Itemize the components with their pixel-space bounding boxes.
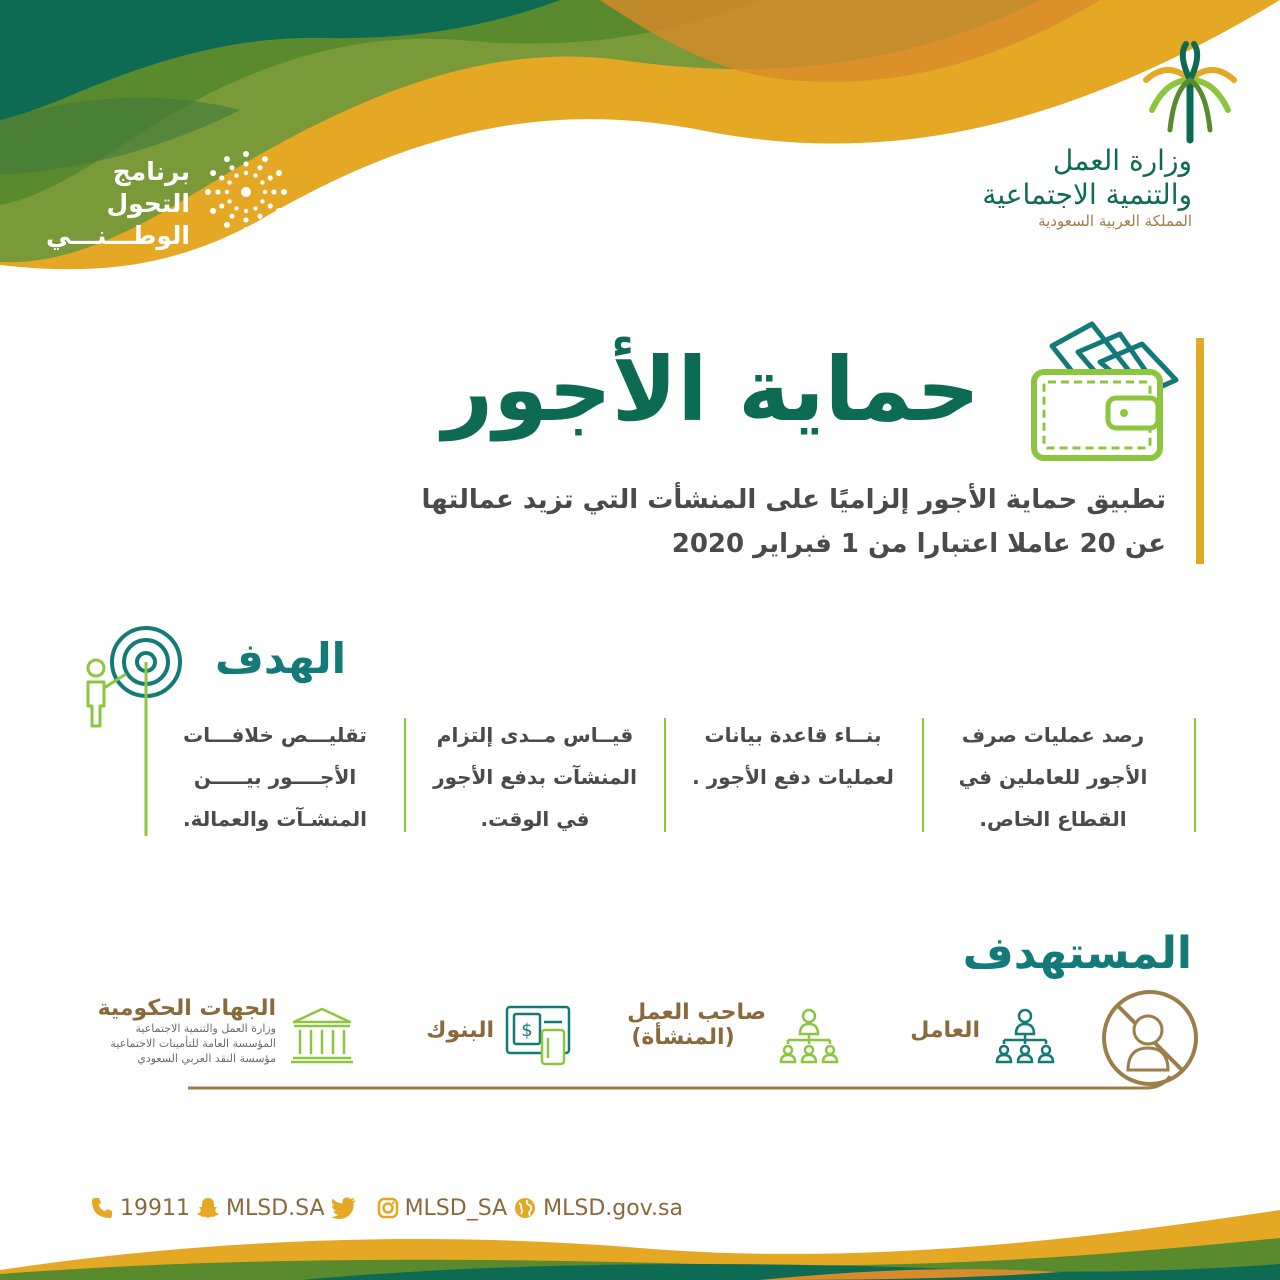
goal-item: بنــاء قاعدة بيانات لعمليات دفع الأجور . [692,723,894,789]
goal-divider [404,718,406,832]
accent-bar [1196,338,1204,564]
government-sub-2: المؤسسة العامة للتأمينات الاجتماعية [110,1037,276,1050]
svg-text:$: $ [521,1020,533,1041]
goal-divider [922,718,924,832]
nt-line2: الوطـــنـــي [46,221,190,250]
footer-snapchat[interactable]: MLSD.SA [226,1195,325,1221]
ministry-line1: وزارة العمل [1052,144,1192,177]
ministry-country: المملكة العربية السعودية [1038,212,1192,230]
goals-heading: الهدف [215,634,346,683]
goal-item: تقليـــص خلافـــات الأجــــور بيـــــن المنشـآت والعمالة. [183,723,367,831]
nt-line1: برنامج التحول [106,157,190,218]
national-transformation-text [30,156,190,252]
target-worker-label: العامل [910,1018,980,1043]
goal-item: رصد عمليات صرف الأجور للعاملين في القطاع الخاص. [958,723,1148,831]
targets-heading: المستهدف [962,928,1192,979]
page-title: حماية الأجور [442,338,980,441]
intro-text: تطبيق حماية الأجور إلزاميًا على المنشأت التي تزيد عمالتها عن 20 عاملا اعتبارا من 1 فبراير 2020 [421,485,1166,559]
footer-phone[interactable]: 19911 [120,1195,190,1221]
goal-item: قيــاس مــدى إلتزام المنشآت بدفع الأجور في الوقت. [433,723,637,831]
target-government-label: الجهات الحكومية [97,996,276,1021]
government-sub-3: مؤسسة النقد العربي السعودي [137,1052,276,1065]
vision-emblem-icon [200,146,292,238]
targets-underline [186,1040,1176,1092]
ministry-palm-icon [1138,40,1242,144]
ministry-name [880,144,1192,230]
goal-divider [1194,718,1196,832]
footer-website[interactable]: MLSD.gov.sa [543,1195,683,1221]
ministry-line2: والتنمية الاجتماعية [982,178,1192,211]
footer-instagram[interactable]: MLSD_SA [404,1195,508,1221]
goal-divider [664,718,666,832]
government-sub-1: وزارة العمل والتنمية الاجتماعية [135,1022,276,1035]
target-banks-label: البنوك [426,1018,494,1043]
wallet-icon [1030,318,1182,464]
target-employer-line1: صاحب العمل [627,1000,766,1025]
target-employer-line2: (المنشأة) [631,1025,735,1050]
footer-waves [0,1200,1280,1280]
